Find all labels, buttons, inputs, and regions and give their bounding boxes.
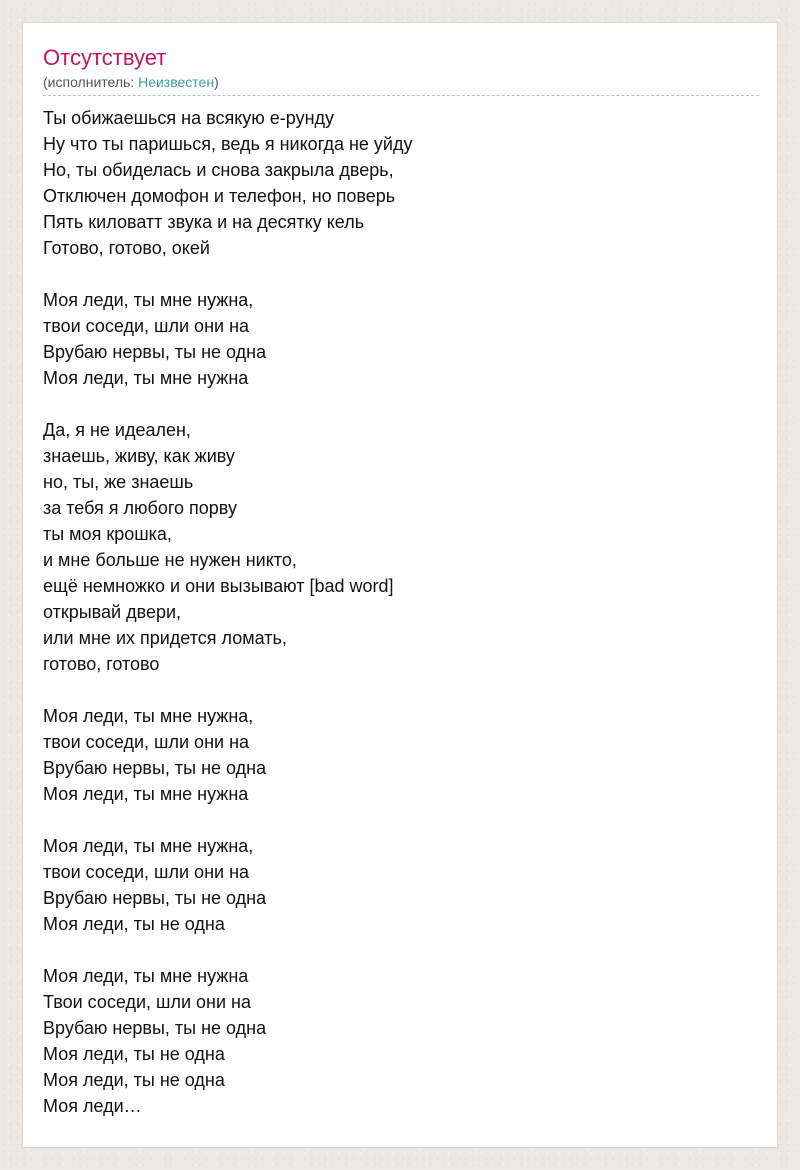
lyrics-card — [22, 22, 778, 1148]
lyric-line: Ну что ты паришься, ведь я никогда не уйду — [43, 134, 413, 154]
lyric-line: Моя леди, ты не одна — [43, 1044, 225, 1064]
lyric-line: Моя леди, ты не одна — [43, 1070, 225, 1090]
lyric-line: ты моя крошка, — [43, 524, 172, 544]
lyric-blank-line — [43, 391, 759, 417]
lyric-line: Моя леди… — [43, 1096, 142, 1116]
lyric-line: Врубаю нервы, ты не одна — [43, 888, 267, 908]
lyric-line: Пять киловатт звука и на десятку кель — [43, 212, 365, 232]
lyric-line: Ты обижаешься на всякую е-рунду — [43, 108, 335, 128]
lyric-line: Моя леди, ты мне нужна, — [43, 836, 254, 856]
song-title: Отсутствует — [43, 45, 167, 70]
lyric-line: твои соседи, шли они на — [43, 862, 250, 882]
artist-link[interactable]: Неизвестен — [138, 74, 215, 90]
lyric-line: и мне больше не нужен никто, — [43, 550, 297, 570]
lyric-line: Да, я не идеален, — [43, 420, 191, 440]
lyric-line: Моя леди, ты мне нужна, — [43, 290, 254, 310]
lyric-line: Твои соседи, шли они на — [43, 992, 251, 1012]
lyric-line: Моя леди, ты мне нужна — [43, 966, 249, 986]
lyric-line: готово, готово — [43, 654, 160, 674]
lyric-line: Моя леди, ты мне нужна — [43, 368, 249, 388]
lyric-line: Отключен домофон и телефон, но поверь — [43, 186, 396, 206]
artist-line — [43, 73, 219, 91]
lyric-line: открывай двери, — [43, 602, 182, 622]
lyric-line: Врубаю нервы, ты не одна — [43, 1018, 267, 1038]
lyric-blank-line — [43, 937, 759, 963]
song-header — [43, 44, 759, 96]
lyrics-body — [43, 105, 759, 1119]
lyric-line: Моя леди, ты не одна — [43, 914, 225, 934]
lyric-line: за тебя я любого порву — [43, 498, 237, 518]
lyric-line: твои соседи, шли они на — [43, 732, 250, 752]
lyric-line: Готово, готово, окей — [43, 238, 210, 258]
lyric-line: но, ты, же знаешь — [43, 472, 194, 492]
artist-prefix: (исполнитель: — [43, 74, 139, 90]
lyric-blank-line — [43, 677, 759, 703]
lyric-line: Но, ты обиделась и снова закрыла дверь, — [43, 160, 394, 180]
lyric-line: знаешь, живу, как живу — [43, 446, 235, 466]
lyric-blank-line — [43, 261, 759, 287]
artist-suffix: ) — [214, 74, 219, 90]
lyric-blank-line — [43, 807, 759, 833]
lyric-line: ещё немножко и они вызывают [bad word] — [43, 576, 394, 596]
lyric-line: Моя леди, ты мне нужна, — [43, 706, 254, 726]
lyric-line: Врубаю нервы, ты не одна — [43, 342, 267, 362]
lyric-line: твои соседи, шли они на — [43, 316, 250, 336]
lyric-line: Моя леди, ты мне нужна — [43, 784, 249, 804]
lyric-line: Врубаю нервы, ты не одна — [43, 758, 267, 778]
lyric-line: или мне их придется ломать, — [43, 628, 287, 648]
